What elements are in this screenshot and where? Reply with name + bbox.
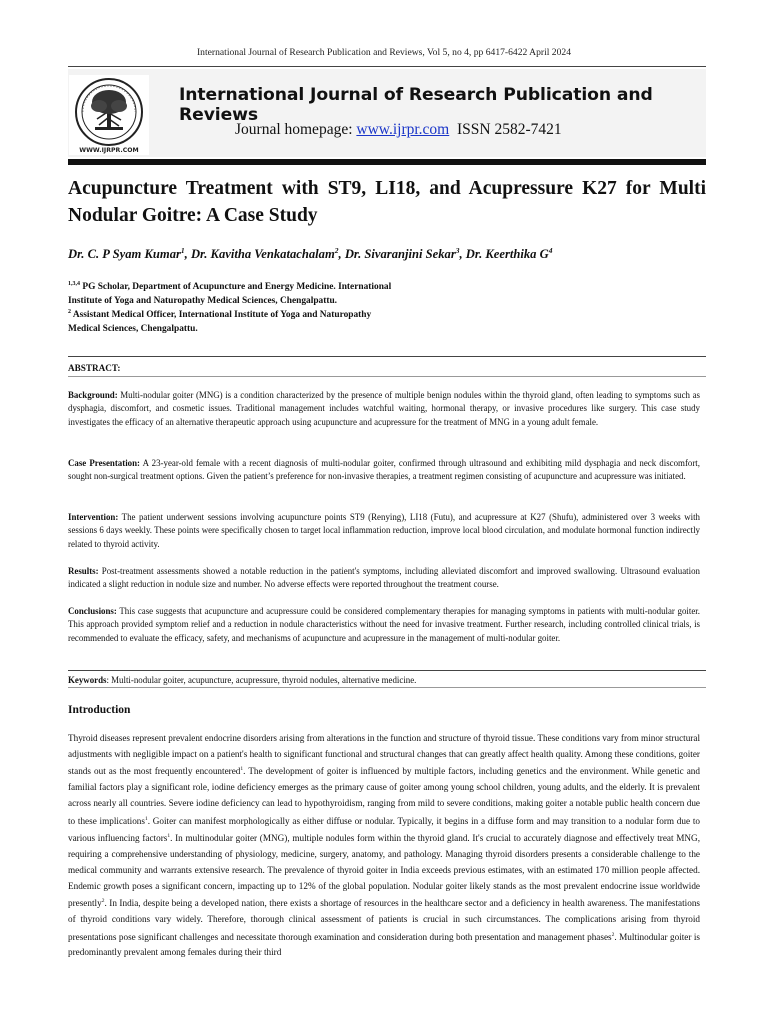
abstract-results: Results: Post-treatment assessments showed a notable reduction in the patient's symptoms, including alleviated discomfort and improved swallowing. Ultrasound evaluation indicated a slight reduction in nodule size and number. No adverse effects were reported throughout the treatment course. bbox=[68, 566, 700, 590]
affiliation: $^2$ Assistant Medical Officer, International Institute of Yoga and Naturopathy Medical Sciences, Chengalpattu. bbox=[68, 309, 372, 335]
keywords-rule bbox=[68, 670, 706, 671]
introduction-heading: Introduction bbox=[68, 704, 131, 716]
homepage-label: Journal homepage: bbox=[235, 121, 357, 138]
masthead-divider bbox=[68, 159, 706, 165]
homepage-link[interactable]: www.ijrpr.com bbox=[356, 121, 450, 138]
abstract-case-presentation: Case Presentation: A 23-year-old female with a recent diagnosis of multi-nodular goiter, confirmed through ultrasound and exhibiting mild dysphagia and neck discomfort, sought non-surgical treatment options. Given the patient’s preference for non-invasive therapies, a treatment regimen consisting of acupuncture and acupressure was initiated. bbox=[68, 458, 700, 482]
author-name: Dr. C. P Syam Kumar bbox=[68, 247, 181, 262]
journal-masthead bbox=[68, 69, 706, 157]
abstract-label: ABSTRACT: bbox=[68, 363, 121, 373]
author-name: Dr. Kavitha Venkatachalam bbox=[190, 247, 335, 262]
keywords-bottom-rule bbox=[68, 687, 706, 688]
issn: ISSN 2582-7421 bbox=[456, 121, 562, 138]
author-list: Dr. C. P Syam Kumar$^1$, Dr. Kavitha Venkatachalam$^2$, Dr. Sivaranjini Sekar$^3$, Dr. Keerthika $G^4$ bbox=[68, 246, 553, 262]
author-name: Dr. Sivaranjini Sekar bbox=[344, 247, 456, 262]
abstract-top-rule bbox=[68, 356, 706, 357]
paper-title: Acupuncture Treatment with ST9, LI18, and Acupressure K27 for Multi Nodular Goitre: A Case Study bbox=[68, 178, 706, 226]
journal-name: International Journal of Research Publication and Reviews bbox=[179, 85, 653, 125]
abstract-intervention: Intervention: The patient underwent sessions involving acupuncture points ST9 (Renying), LI18 (Futu), and acupressure at K27 (Shufu), administered over 3 weeks with sessions 6 days weekly. These points were specifically chosen to target local inflammation reduction, improve local blood circulation, and modulate hormonal function indirectly related to thyroid activity. bbox=[68, 512, 700, 549]
abstract-background: Background: Multi-nodular goiter (MNG) is a condition characterized by the presence of multiple benign nodules within the thyroid gland, often leading to symptoms such as dysphagia, discomfort, and cosmetic issues. Traditional management includes watchful waiting, hormonal therapy, or invasive procedures like surgery. This case study investigates the efficacy of an alternative therapeutic approach using acupuncture and acupressure for the treatment of MNG in a young adult female. bbox=[68, 390, 700, 427]
introduction-body: Thyroid diseases represent prevalent endocrine disorders arising from alterations in the function and structure of thyroid tissue. These conditions vary from minor structural adjustments with negligible impact on a patient's health to significant functional and structural changes that can greatly affect health quality. Among these conditions, goiter stands out as the most frequently encountered$^1$. The development of goiter is influenced by multiple factors, including genetics and the environment. While genetic and familial factors play a significant role, iodine deficiency emerges as the primary cause of goiter among young school children, young adults, and the elderly. It is prevalent across nearly all countries. Severe iodine deficiency can lead to hypothyroidism, ranging from mild to severe conditions, making goiter a notable public health concern due to these implications$^1$. Goiter can manifest morphologically as either diffuse or nodular. Typically, it begins in a diffuse form and may transition to a nodular form due to various influencing factors$^1$. In multinodular goiter (MNG), multiple nodules form within the thyroid gland. It's crucial to accurately diagnose and effectively treat MNG, requiring a comprehensive understanding of physiology, medicine, surgery, anatomy, and pathology. Managing thyroid disorders presents a considerable challenge to the medical community and warrants extensive research. The prevalence of thyroid goiter in India exceeds previous estimates, with an estimated 170 million people affected. Endemic growth poses a significant concern, impacting up to 12% of the global population. Nodular goiter likely stands as the most prevalent endocrine issue worldwide presently$^2$. In India, despite being a developed nation, there exists a shortage of resources in the healthcare sector and a deficiency in health awareness. The manifestations of thyroid conditions vary widely. Therefore, thorough clinical assessment of patients is crucial in such circumstances. The complications arising from thyroid presentations pose significant challenges and necessitate thorough examination and consideration during both presentation and management phases$^2$. Multinodular goiter is predominantly prevalent among females during their third bbox=[68, 733, 700, 958]
keywords: Keywords: Multi-nodular goiter, acupuncture, acupressure, thyroid nodules, alternative medicine. bbox=[68, 675, 417, 685]
affiliation: $^{1,3,4}$ PG Scholar, Department of Acupuncture and Energy Medicine. International Institute of Yoga and Naturopathy Medical Sciences, Chengalpattu. bbox=[68, 281, 392, 307]
logo-caption: WWW.IJRPR.COM bbox=[79, 147, 139, 154]
abstract-conclusions: Conclusions: This case suggests that acupuncture and acupressure could be considered complementary therapies for managing symptoms in patients with multi-nodular goiter. This approach provided symptom relief and a reduction in nodule characteristics without the need for invasive treatment. Further research, including controlled clinical trials, is recommended to evaluate the efficacy, safety, and mechanisms of acupuncture and acupressure in the management of multi-nodular goiter. bbox=[68, 606, 700, 643]
abstract-label-rule bbox=[68, 376, 706, 377]
header-divider bbox=[68, 66, 706, 67]
journal-homepage bbox=[235, 121, 695, 139]
running-header: International Journal of Research Publication and Reviews, Vol 5, no 4, pp 6417-6422 April 2024 bbox=[196, 47, 571, 58]
journal-logo bbox=[69, 75, 149, 155]
author-name: Dr. Keerthika G bbox=[465, 247, 549, 262]
